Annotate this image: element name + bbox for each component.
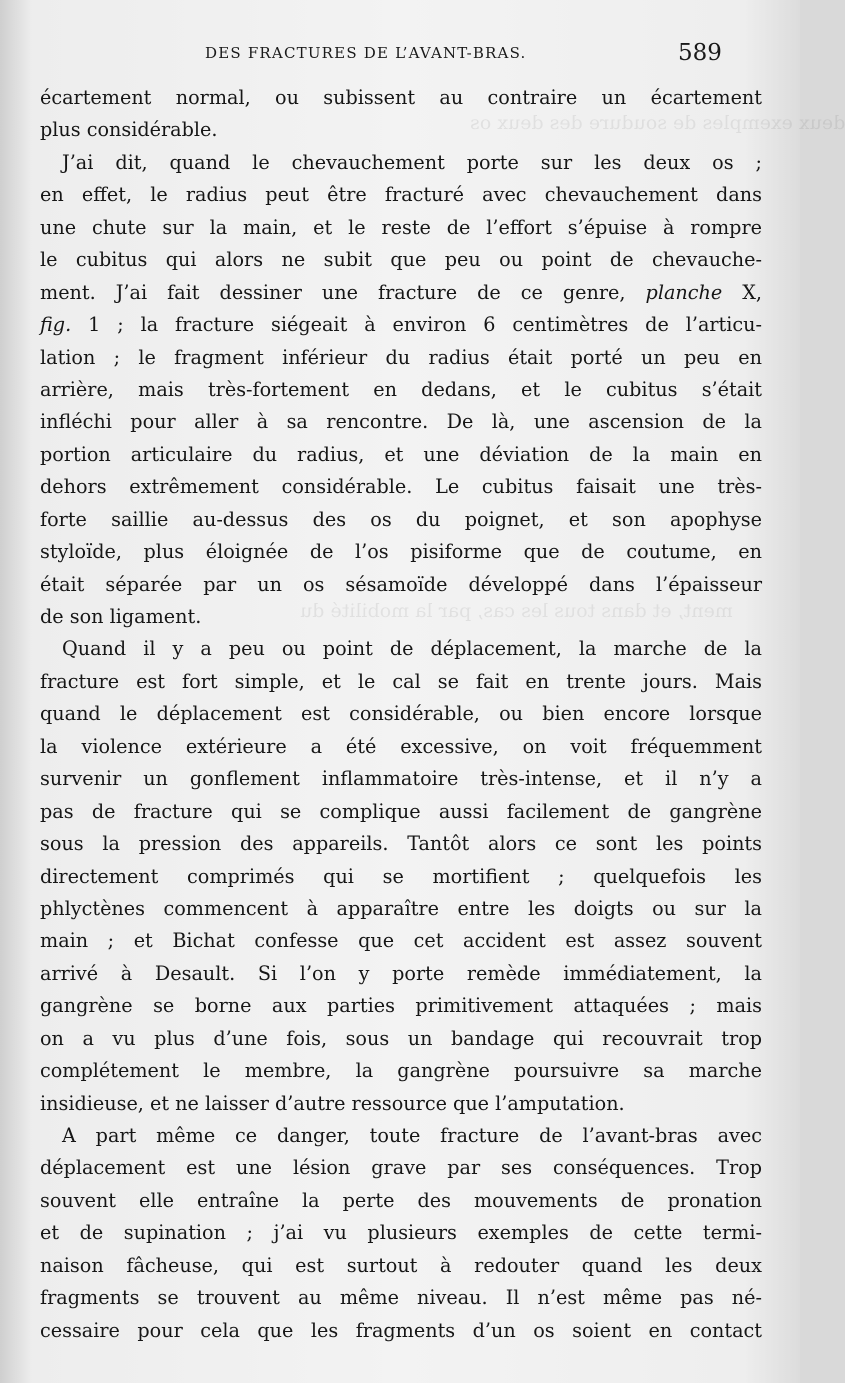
- text-line: cessaire pour cela que les fragments d’un os soient en contact: [40, 1318, 762, 1342]
- text-line: Quand il y a peu ou point de déplacement, la marche de la: [62, 637, 762, 661]
- text-line: insidieuse, et ne laisser d’autre ressource que l’amputation.: [40, 1091, 625, 1115]
- text-line: phlyctènes commencent à apparaître entre les doigts ou sur la: [40, 896, 762, 920]
- body-text: [40, 82, 762, 1347]
- text-line: on a vu plus d’une fois, sous un bandage qui recouvrait trop: [40, 1026, 762, 1050]
- text-line: de son ligament.: [40, 605, 202, 628]
- text-line: déplacement est une lésion grave par ses conséquences. Trop: [40, 1156, 762, 1180]
- text-line: gangrène se borne aux parties primitivement attaquées ; mais: [40, 994, 762, 1018]
- text-line: complétement le membre, la gangrène poursuivre sa marche: [40, 1059, 762, 1083]
- text-line: A part même ce danger, toute fracture de l’avant-bras avec: [62, 1124, 762, 1147]
- italic-reference: planche: [645, 280, 723, 304]
- text-segment: 1 ; la fracture siégeait à environ 6 centimètres de l’articu-: [71, 313, 762, 337]
- text-line: infléchi pour aller à sa rencontre. De là, une ascension de la: [40, 410, 762, 434]
- text-line: fracture est fort simple, et le cal se fait en trente jours. Mais: [40, 669, 762, 693]
- text-line: portion articulaire du radius, et une déviation de la main en: [40, 442, 762, 466]
- text-line: dehors extrêmement considérable. Le cubitus faisait une très-: [40, 475, 762, 499]
- text-line: [40, 309, 762, 341]
- text-line: quand le déplacement est considérable, ou bien encore lorsque: [40, 702, 762, 726]
- bleed-through-text: ment, et dans tous les cas, par la mobilité du: [300, 600, 733, 622]
- running-head: DES FRACTURES DE L’AVANT-BRAS.: [205, 44, 527, 62]
- text-line: souvent elle entraîne la perte des mouvements de pronation: [40, 1188, 762, 1212]
- text-line: sous la pression des appareils. Tantôt alors ce sont les points: [40, 832, 762, 856]
- text-line: [40, 277, 762, 309]
- text-line: plus considérable.: [40, 118, 218, 142]
- italic-reference: fig.: [40, 313, 72, 337]
- text-line: arrivé à Desault. Si l’on y porte remède immédiatement, la: [40, 961, 762, 985]
- text-line: survenir un gonflement inflammatoire très-intense, et il n’y a: [40, 767, 762, 791]
- text-line: en effet, le radius peut être fracturé avec chevauchement dans: [40, 183, 762, 207]
- text-line: était séparée par un os sésamoïde développé dans l’épaisseur: [40, 572, 762, 596]
- text-line: et de supination ; j’ai vu plusieurs exemples de cette termi-: [40, 1221, 762, 1245]
- text-line: fragments se trouvent au même niveau. Il n’est même pas né-: [40, 1286, 762, 1310]
- text-line: naison fâcheuse, qui est surtout à redouter quand les deux: [40, 1253, 762, 1277]
- text-line: forte saillie au-dessus des os du poignet, et son apophyse: [40, 507, 762, 531]
- text-line: le cubitus qui alors ne subit que peu ou point de chevauche-: [40, 248, 762, 272]
- text-line: arrière, mais très-fortement en dedans, et le cubitus s’était: [40, 377, 762, 401]
- page-number: 589: [678, 40, 722, 66]
- bleed-through-text: deux exemples de soudure des deux os: [470, 112, 845, 134]
- text-line: une chute sur la main, et le reste de l’effort s’épuise à rompre: [40, 215, 762, 239]
- text-line: styloïde, plus éloignée de l’os pisiforme que de coutume, en: [40, 540, 762, 564]
- text-line: pas de fracture qui se complique aussi facilement de gangrène: [40, 799, 762, 823]
- text-line: lation ; le fragment inférieur du radius était porté un peu en: [40, 345, 762, 369]
- text-segment: ment. J’ai fait dessiner une fracture de ce genre,: [40, 280, 626, 304]
- text-line: directement comprimés qui se mortifient ; quelquefois les: [40, 864, 762, 888]
- text-line: J’ai dit, quand le chevauchement porte sur les deux os ;: [62, 150, 762, 174]
- text-line: écartement normal, ou subissent au contraire un écartement: [40, 86, 762, 109]
- text-line: la violence extérieure a été excessive, on voit fréquemment: [40, 734, 762, 758]
- page-header: [0, 40, 800, 70]
- text-line: main ; et Bichat confesse que cet accident est assez souvent: [40, 929, 762, 953]
- text-segment: X,: [722, 280, 763, 304]
